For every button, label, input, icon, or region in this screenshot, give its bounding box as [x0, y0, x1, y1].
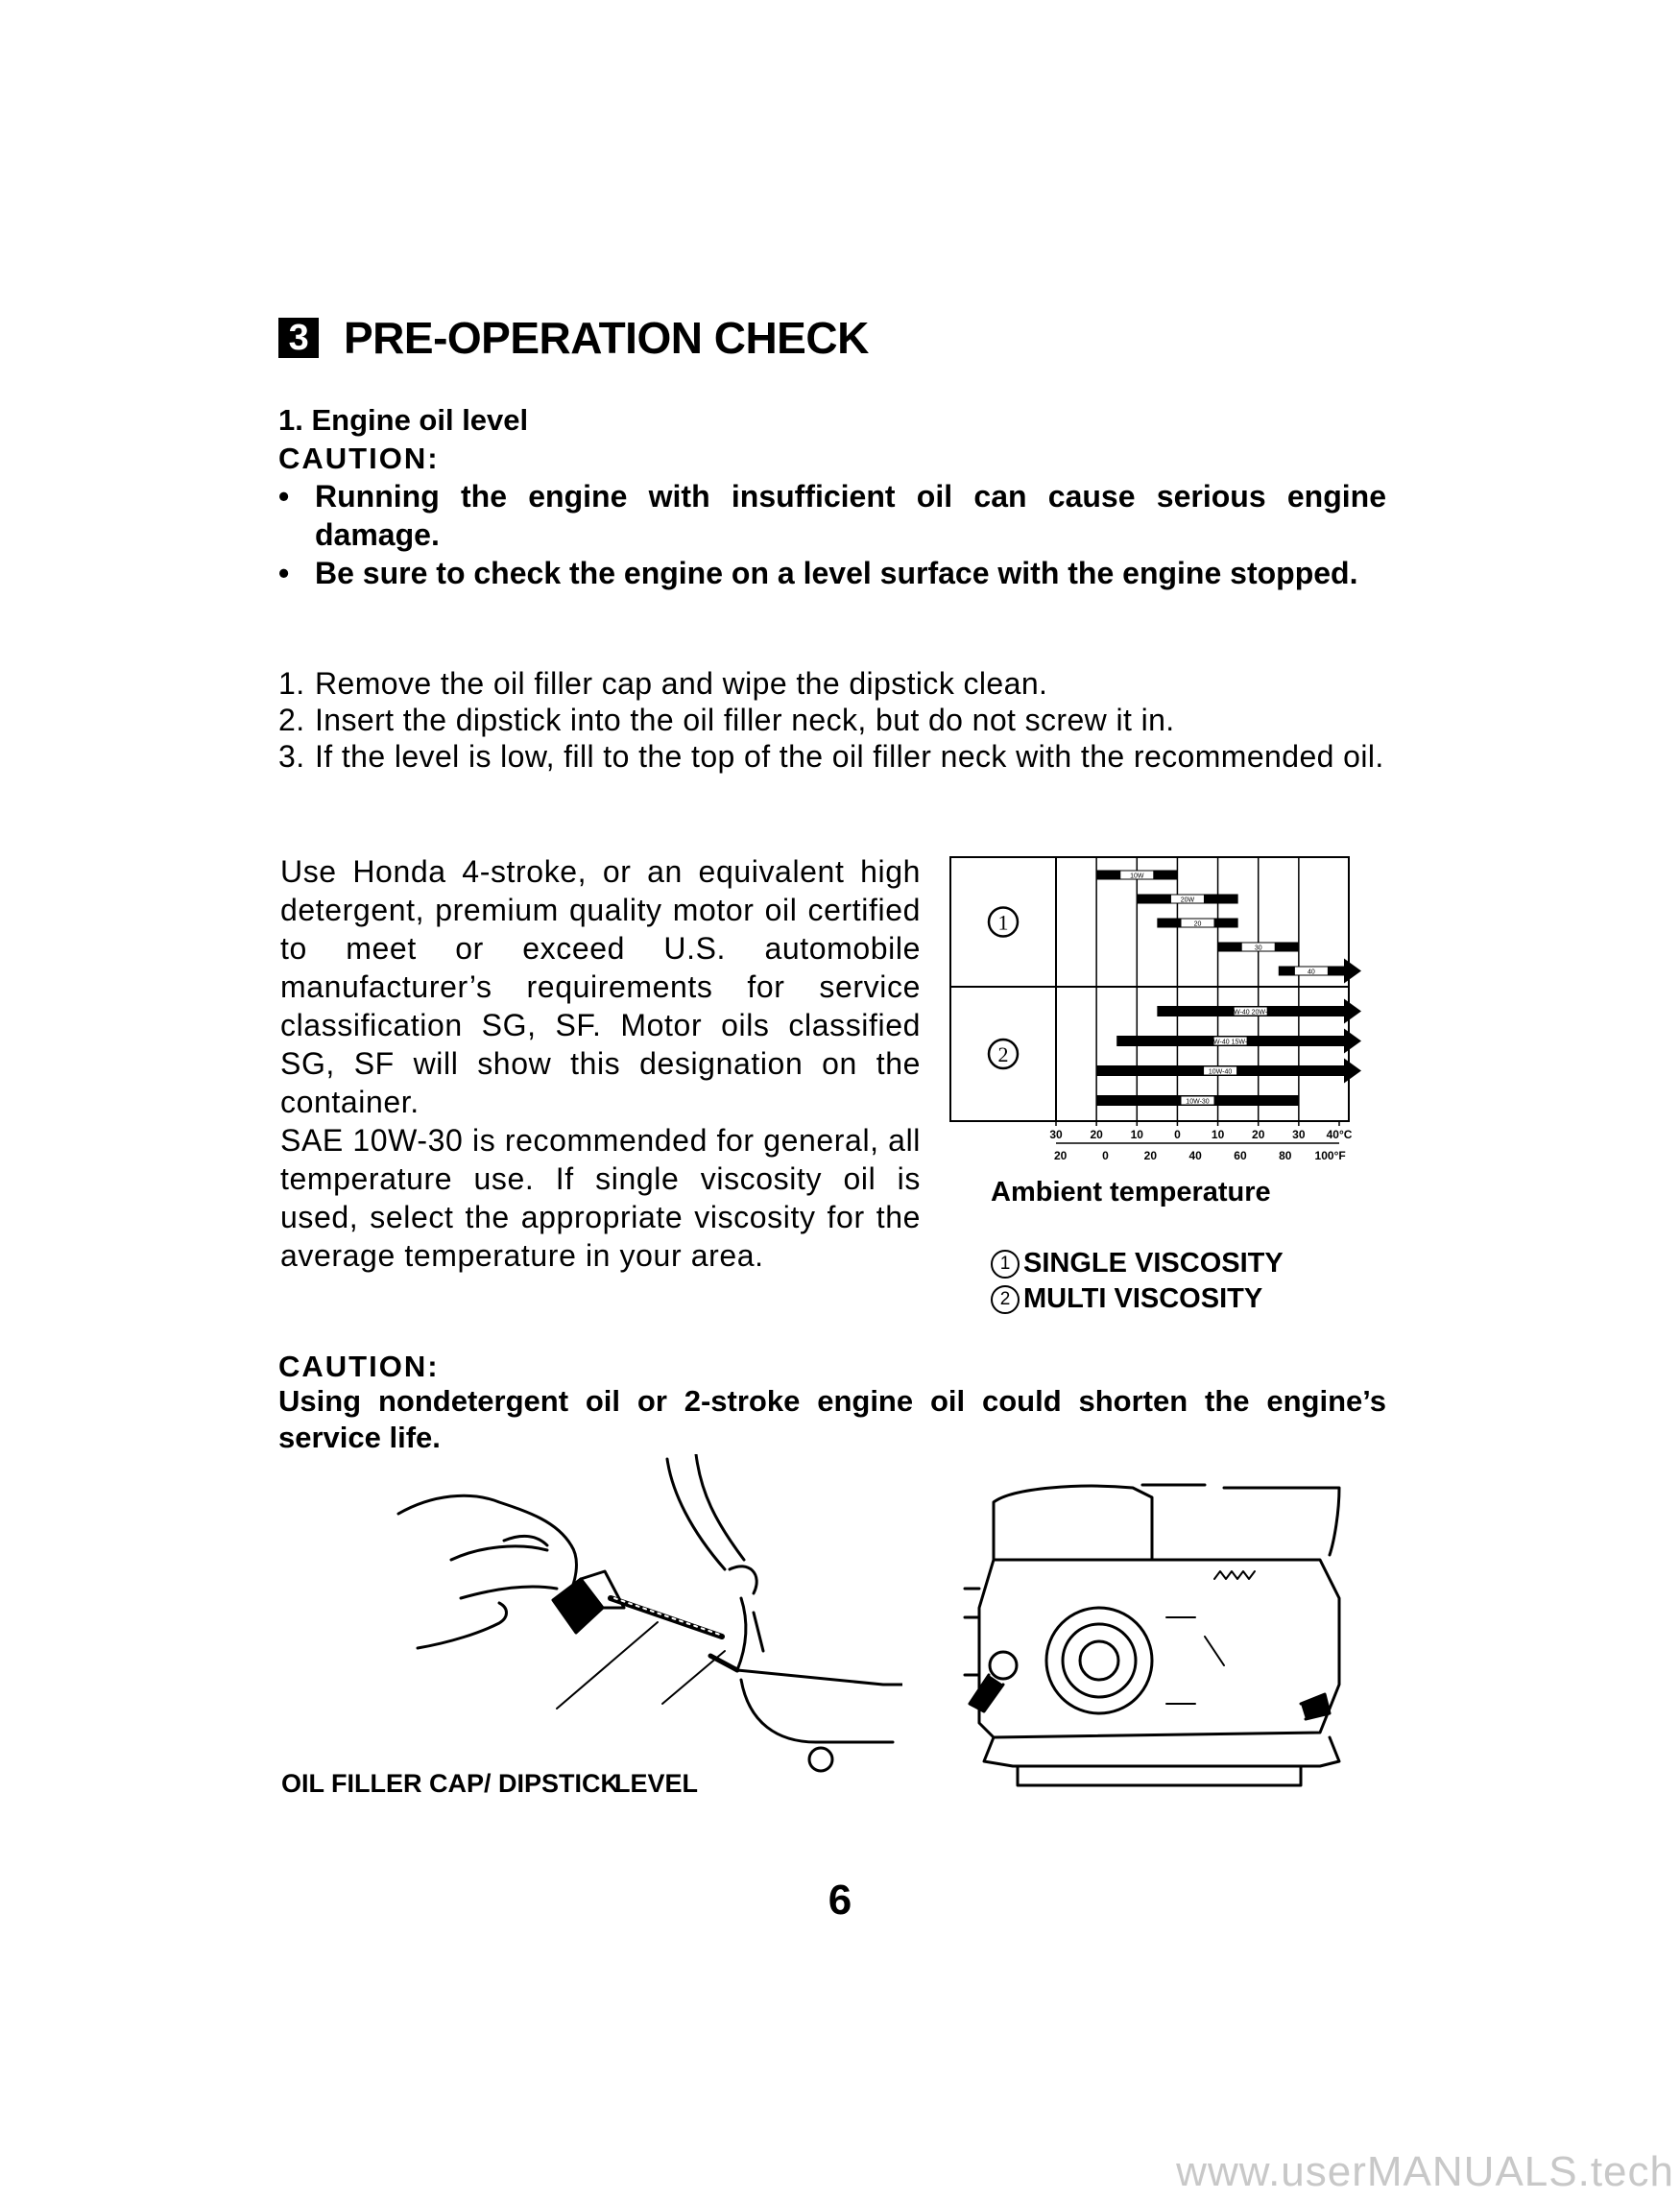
oil-recommendation-text: [280, 852, 921, 1275]
step-text: Remove the oil filler cap and wipe the dipstick clean.: [315, 666, 1048, 701]
step-text: Insert the dipstick into the oil filler neck, but do not screw it in.: [315, 703, 1175, 737]
step-text: If the level is low, fill to the top of the oil filler neck with the recommended oil.: [315, 739, 1384, 774]
caution-label: CAUTION:: [278, 442, 440, 475]
oil-filler-cap-icon: [990, 1652, 1017, 1679]
caution2-label: CAUTION:: [278, 1350, 440, 1383]
tick-label-celsius: 10: [1130, 1128, 1143, 1141]
page-number: 6: [828, 1877, 852, 1924]
tick-label-celsius: 20: [1090, 1128, 1103, 1141]
chart-ticks: [1049, 1121, 1352, 1162]
viscosity-bar-label: 20W-40 20W-50: [1226, 1009, 1276, 1016]
tick-label-celsius: 30: [1049, 1128, 1063, 1141]
caution-bullet-text: Running the engine with insufficient oil can cause serious engine damage.: [315, 479, 1386, 552]
section-heading: PRE-OPERATION CHECK: [344, 313, 869, 363]
legend-item: [991, 1248, 1284, 1279]
viscosity-bar-label: 20W: [1180, 897, 1195, 904]
step-number: 1.: [278, 666, 305, 701]
chart-bars: [1096, 871, 1361, 1107]
level-label: LEVEL: [614, 1769, 699, 1798]
legend-label: MULTI VISCOSITY: [1023, 1283, 1263, 1314]
group-marker-number: 2: [997, 1042, 1009, 1066]
viscosity-bar-label: 10W-40: [1208, 1068, 1233, 1076]
viscosity-bar-label: 10W-30: [1186, 1098, 1210, 1106]
caution-bullet-text: Be sure to check the engine on a level surface with the engine stopped.: [315, 556, 1358, 590]
caution-bullet: [278, 477, 1386, 554]
tick-label-fahrenheit: 0: [1102, 1149, 1109, 1162]
open-end-arrow: [1344, 1059, 1361, 1084]
section-title: [278, 312, 869, 364]
section-number-badge: 3: [278, 318, 319, 358]
viscosity-chart: [946, 852, 1368, 1169]
open-end-arrow: [1344, 959, 1361, 984]
cap-leader-line: [557, 1622, 658, 1709]
tick-label-fahrenheit: 40: [1188, 1149, 1202, 1162]
tick-label-fahrenheit: 60: [1234, 1149, 1247, 1162]
legend-marker: 2: [991, 1285, 1020, 1314]
hand-outline: [398, 1495, 576, 1598]
chart-legend: [991, 1248, 1284, 1315]
viscosity-bar-label: 10W: [1130, 873, 1144, 880]
body-paragraph: SAE 10W-30 is recommended for general, all temperature use. If single viscosity oil is used, select the appropriate viscosity for the average temperature in your area.: [280, 1123, 921, 1273]
procedure-step: [278, 738, 1386, 775]
caution-bullet: [278, 554, 1386, 592]
oil-level-heading: 1. Engine oil level: [278, 403, 529, 437]
legend-item: [991, 1283, 1284, 1315]
tick-label-celsius: 40°C: [1326, 1128, 1353, 1141]
tick-label-celsius: 20: [1252, 1128, 1265, 1141]
viscosity-bar-label: 30: [1254, 945, 1262, 952]
viscosity-bar-label: 40: [1307, 968, 1315, 976]
dipstick-rod: [611, 1598, 722, 1637]
bullet-icon: •: [278, 556, 290, 590]
fuel-tank: [994, 1486, 1152, 1560]
step-number: 3.: [278, 739, 305, 774]
bullet-icon: •: [278, 479, 290, 514]
tick-label-fahrenheit: 80: [1279, 1149, 1292, 1162]
oil-filler-cap-label: OIL FILLER CAP/ DIPSTICK: [281, 1769, 620, 1798]
tick-label-celsius: 30: [1292, 1128, 1306, 1141]
caution-bullet-list: [278, 477, 1386, 592]
caution2-text: Using nondetergent oil or 2-stroke engine oil could shorten the engine’s service life.: [278, 1384, 1386, 1454]
tick-label-fahrenheit: 20: [1054, 1149, 1068, 1162]
tick-label-fahrenheit: 100°F: [1314, 1149, 1346, 1162]
dipstick-illustration: [384, 1454, 902, 1800]
watermark: www.userMANUALS.tech: [1176, 2148, 1674, 2195]
open-end-arrow: [1344, 999, 1361, 1024]
body-paragraph: Use Honda 4-stroke, or an equivalent high detergent, premium quality motor oil certified to meet or exceed U.S. automobile manufacturer’s requirements for service classification SG, SF. Motor oils classified SG, SF will show this designation on the container.: [280, 854, 921, 1119]
chart-axis-label: Ambient temperature: [991, 1177, 1271, 1208]
viscosity-bar-label: 15W-40 15W-50: [1206, 1039, 1255, 1046]
level-leader-line: [662, 1651, 725, 1704]
engine-illustration: [936, 1473, 1358, 1795]
tick-label-celsius: 0: [1174, 1128, 1181, 1141]
legend-marker: 1: [991, 1250, 1020, 1279]
legend-label: SINGLE VISCOSITY: [1023, 1248, 1284, 1279]
filler-cap: [553, 1579, 603, 1633]
procedure-step: [278, 702, 1386, 738]
air-cleaner: [1224, 1488, 1339, 1555]
tick-label-celsius: 10: [1211, 1128, 1225, 1141]
tick-label-fahrenheit: 20: [1143, 1149, 1158, 1162]
procedure-step: [278, 665, 1386, 702]
procedure-steps: [278, 665, 1386, 775]
open-end-arrow: [1344, 1029, 1361, 1054]
group-marker-number: 1: [997, 910, 1009, 935]
step-number: 2.: [278, 703, 305, 737]
viscosity-bar-label: 20: [1193, 921, 1202, 928]
